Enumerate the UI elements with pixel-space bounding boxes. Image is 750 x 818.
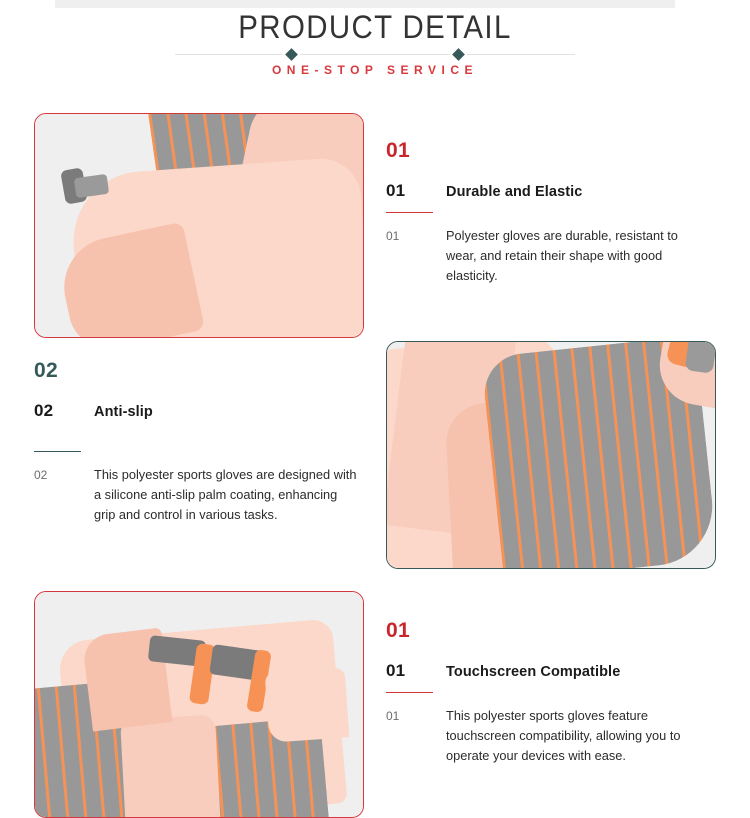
grey-tab [685,341,716,374]
feature-title-row-2 [34,401,364,421]
feature-heading-3: Touchscreen Compatible [446,664,621,680]
divider-line-left [175,54,283,55]
feature-heading-2: Anti-slip [94,404,153,420]
feature-title-row-3 [386,661,716,681]
feature-number-3: 01 [386,661,406,680]
feature-image-3 [34,591,364,818]
divider-line-middle [300,54,450,55]
feature-image-1 [34,113,364,338]
feature-heading-1: Durable and Elastic [446,184,583,200]
divider-line-right [467,54,575,55]
diamond-icon-left [285,48,298,61]
feature-body-row-3 [386,706,716,765]
feature-divider-3 [386,692,433,693]
product-photo-glove-pair [35,592,363,817]
feature-description-1: Polyester gloves are durable, resistant to wear, and retain their shape with good elasticity. [446,228,678,284]
page-header [0,0,750,100]
page-subtitle: ONE-STOP SERVICE [271,63,479,77]
header-divider [175,45,575,63]
feature-body-row-1 [386,226,716,285]
feature-index-3: 01 [386,619,410,642]
feature-body-number-3: 01 [386,709,400,724]
feature-divider-2 [34,451,81,452]
feature-block-2 [34,360,364,525]
fabric-piece [120,715,221,818]
fabric-piece [241,206,364,338]
feature-index-1: 01 [386,139,410,162]
feature-body-number-2: 02 [34,468,48,483]
page-title: PRODUCT DETAIL [238,9,512,45]
product-photo-glove-cuff [35,114,363,337]
feature-description-2: This polyester sports gloves are designed with a silicone anti-slip palm coating, enhancing grip and control in various tasks. [94,467,357,523]
feature-number-1: 01 [386,181,406,200]
feature-index-2: 02 [34,359,58,382]
feature-number-2: 02 [34,401,54,420]
feature-body-number-1: 01 [386,229,400,244]
feature-description-3: This polyester sports gloves feature touchscreen compatibility, allowing you to operate your devices with ease. [446,708,681,764]
feature-body-row-2 [34,465,364,524]
feature-title-row-1 [386,181,716,201]
feature-image-2 [386,341,716,569]
feature-divider-1 [386,212,433,213]
feature-block-1 [386,140,716,286]
product-photo-antislip-palm [387,342,715,568]
diamond-icon-right [452,48,465,61]
fabric-piece [265,667,350,742]
feature-block-3 [386,620,716,766]
